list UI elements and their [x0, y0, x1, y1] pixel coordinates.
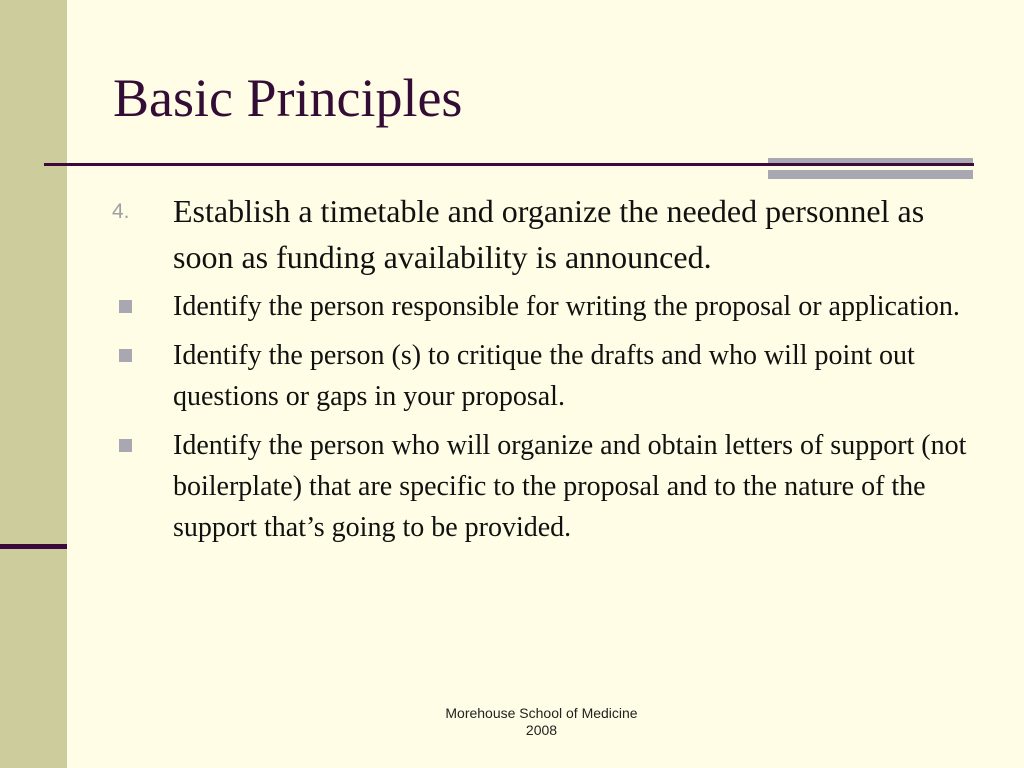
- bullet-item: [112, 286, 992, 327]
- title-divider-line: [44, 163, 974, 166]
- slide-footer: [400, 705, 683, 739]
- bullet-item-text: Identify the person responsible for writing the proposal or application.: [173, 291, 960, 322]
- bullet-item: [112, 425, 992, 548]
- square-bullet-icon: [119, 439, 132, 452]
- slide-title: Basic Principles: [113, 68, 463, 128]
- numbered-item: [112, 188, 992, 280]
- square-bullet-icon: [119, 300, 132, 313]
- bullet-item: [112, 335, 992, 417]
- footer-year: 2008: [525, 722, 558, 738]
- left-strip-accent-bar: [0, 544, 67, 549]
- square-bullet-icon: [119, 349, 132, 362]
- numbered-item-text: Establish a timetable and organize the needed personnel as soon as funding availability is announced.: [173, 193, 925, 275]
- bullet-item-text: Identify the person who will organize and obtain letters of support (not boilerplate) that are specific to the proposal and to the nature of the support that’s going to be provided.: [173, 430, 967, 543]
- item-number: 4.: [112, 200, 130, 223]
- left-decorative-strip: [0, 0, 67, 768]
- slide-body: [112, 188, 992, 556]
- footer-organization: Morehouse School of Medicine: [445, 705, 638, 721]
- title-rule-gray-bottom: [768, 170, 973, 179]
- bullet-item-text: Identify the person (s) to critique the drafts and who will point out questions or gaps in your proposal.: [173, 340, 915, 412]
